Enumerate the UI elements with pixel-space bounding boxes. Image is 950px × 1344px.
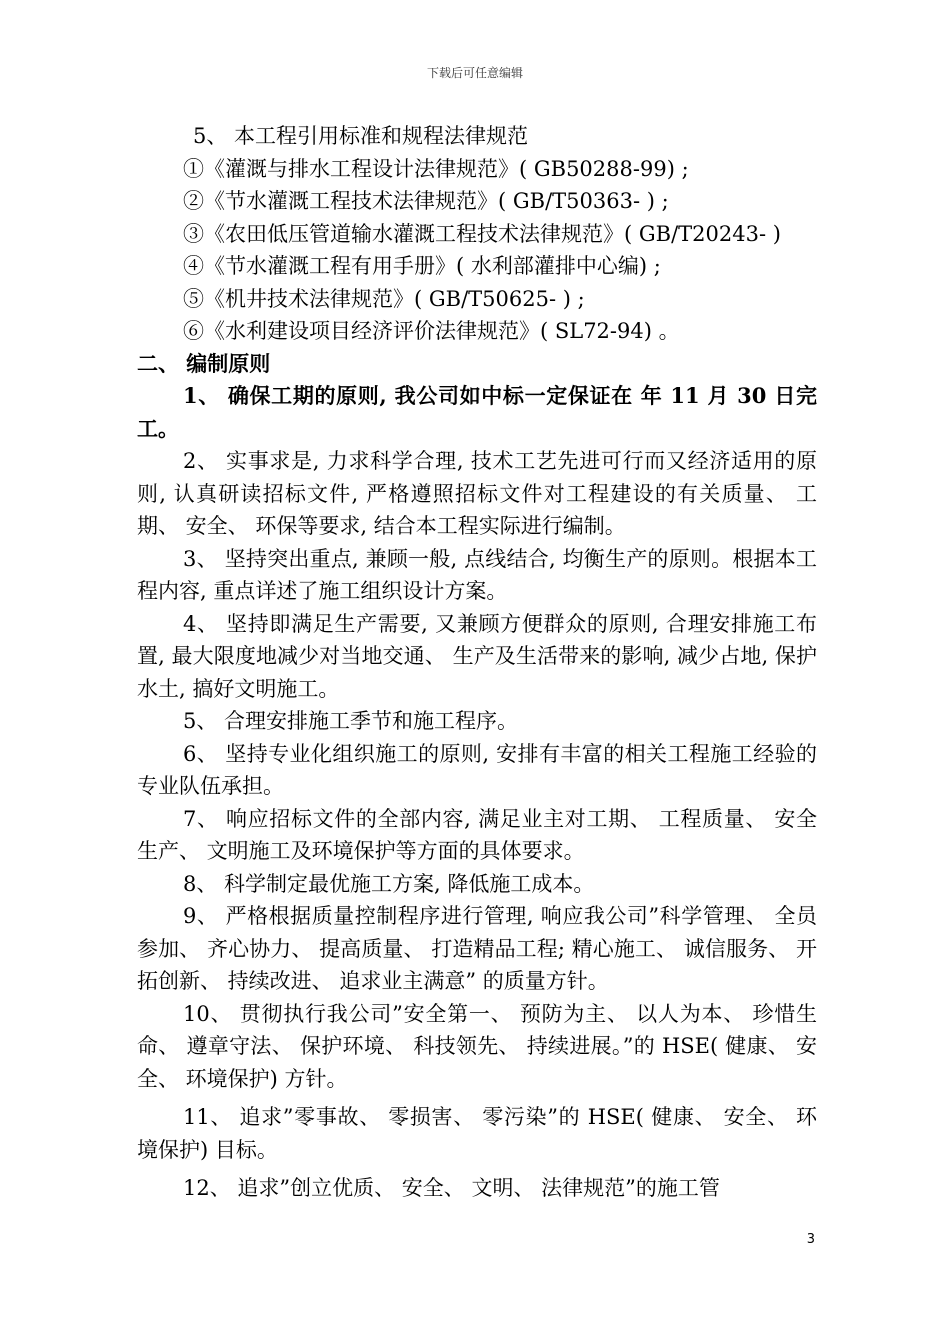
principle-5: 5、 合理安排施工季节和施工程序。 bbox=[183, 709, 519, 733]
principle-2: 2、 实事求是, 力求科学合理, 技术工艺先进可行而又经济适用的原则, 认真研读招标文件, 严格遵照招标文件对工程建设的有关质量、 工期、 安全、 环保等要求, 结合本工程实际进行编制。 bbox=[137, 449, 817, 538]
page-number: 3 bbox=[806, 1232, 815, 1247]
principle-8: 8、 科学制定最优施工方案, 降低施工成本。 bbox=[183, 871, 595, 896]
principle-12: 12、 追求”创立优质、 安全、 文明、 法律规范”的施工管 bbox=[183, 1176, 720, 1200]
standard-item-4: ④《节水灌溉工程有用手册》( 水利部灌排中心编) ; bbox=[183, 254, 661, 278]
standard-item-5: ⑤《机井技术法律规范》( GB/T50625- ) ; bbox=[183, 286, 585, 311]
principle-10: 10、 贯彻执行我公司”安全第一、 预防为主、 以人为本、 珍惜生命、 遵章守法、 保护环境、 科技领先、 持续进展。”的 HSE( 健康、 安全、 环境保护) 方针。 bbox=[137, 1001, 817, 1091]
standard-item-1: ①《灌溉与排水工程设计法律规范》( GB50288-99) ; bbox=[183, 156, 689, 181]
principle-4: 4、 坚持即满足生产需要, 又兼顾方便群众的原则, 合理安排施工布置, 最大限度地减少对当地交通、 生产及生活带来的影响, 减少占地, 保护水土, 搞好文明施工。 bbox=[137, 611, 817, 701]
principle-7: 7、 响应招标文件的全部内容, 满足业主对工期、 工程质量、 安全生产、 文明施工及环境保护等方面的具体要求。 bbox=[137, 806, 817, 863]
document-body bbox=[137, 120, 817, 1205]
standard-item-2: ②《节水灌溉工程技术法律规范》( GB/T50363- ) ; bbox=[183, 189, 669, 213]
section-heading: 二、 编制原则 bbox=[137, 350, 271, 376]
standard-item-3: ③《农田低压管道输水灌溉工程技术法律规范》( GB/T20243- ) bbox=[183, 221, 781, 246]
principle-9: 9、 严格根据质量控制程序进行管理, 响应我公司”科学管理、 全员参加、 齐心协力、 提高质量、 打造精品工程; 精心施工、 诚信服务、 开拓创新、 持续改进、 追求业主满意” 的质量方针。 bbox=[137, 904, 817, 993]
section-5-title: 5、 本工程引用标准和规程法律规范 bbox=[193, 124, 529, 148]
page-header: 下载后可任意编辑 bbox=[426, 66, 523, 80]
principle-6: 6、 坚持专业化组织施工的原则, 安排有丰富的相关工程施工经验的专业队伍承担。 bbox=[137, 741, 817, 798]
principle-3: 3、 坚持突出重点, 兼顾一般, 点线结合, 均衡生产的原则。根据本工程内容, 重点详述了施工组织设计方案。 bbox=[137, 546, 817, 603]
principle-1: 1、 确保工期的原则, 我公司如中标一定保证在 年 11 月 30 日完工。 bbox=[137, 383, 817, 441]
principle-11: 11、 追求”零事故、 零损害、 零污染”的 HSE( 健康、 安全、 环境保护) 目标。 bbox=[137, 1105, 817, 1162]
standard-item-6: ⑥《水利建设项目经济评价法律规范》( SL72-94) 。 bbox=[183, 319, 680, 343]
